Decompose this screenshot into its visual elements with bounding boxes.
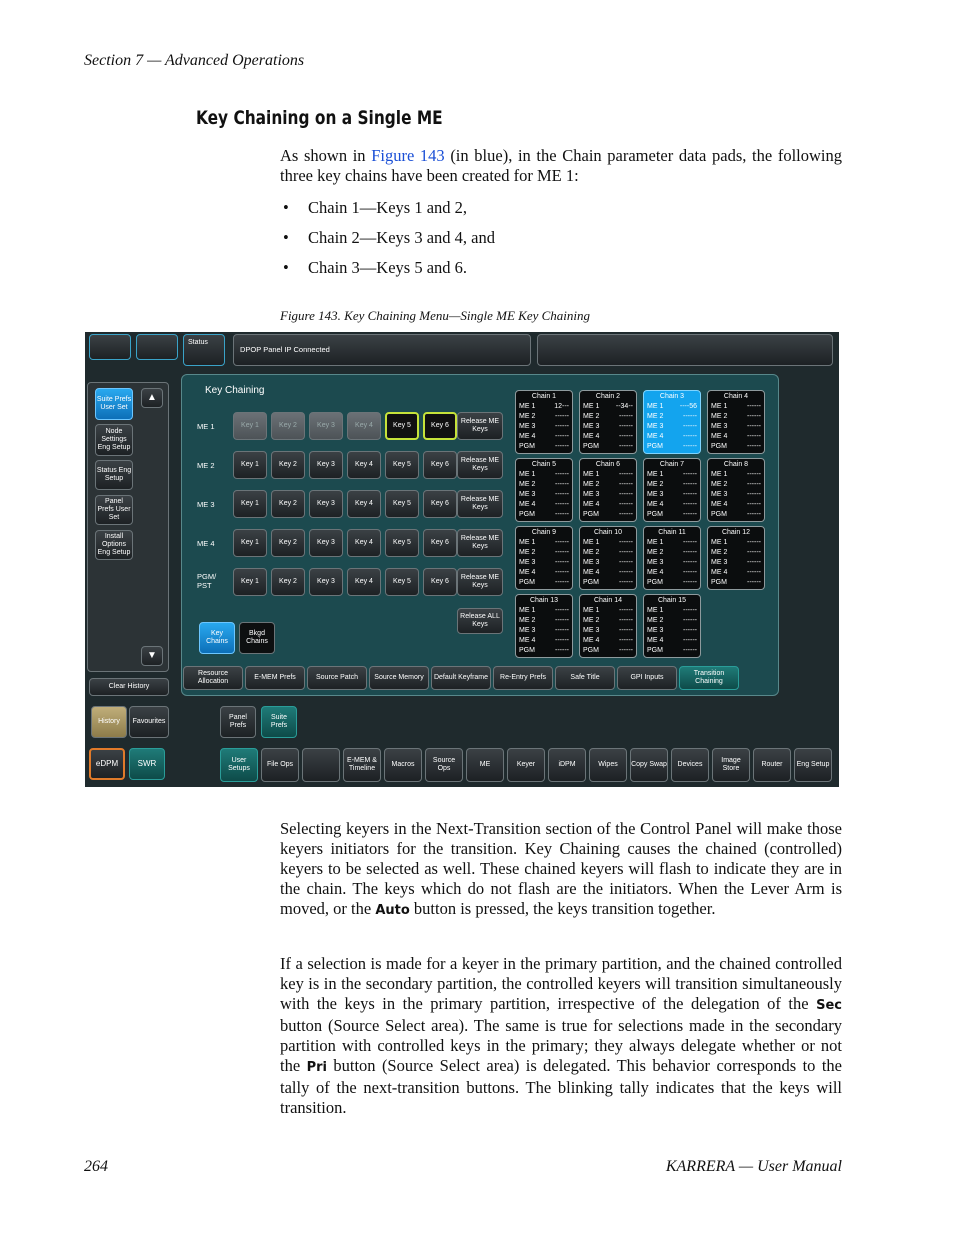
bullet-1: • Chain 1—Keys 1 and 2,: [283, 198, 468, 217]
chain-row-value: ------: [555, 433, 569, 440]
chain-row-label: ME 2: [583, 413, 600, 420]
row-label-me1: ME 1: [197, 422, 215, 431]
top-slot-2[interactable]: [136, 334, 178, 360]
chain-row-label: ME 1: [519, 607, 536, 614]
chain-row-value: ------: [619, 647, 633, 654]
chain-row-label: PGM: [583, 647, 599, 654]
page-number: 264: [84, 1158, 108, 1175]
chain-pad-2[interactable]: [579, 390, 637, 454]
key-chaining-screenshot: [85, 332, 839, 787]
chain-title: Chain 10: [593, 529, 623, 536]
chain-row-value: ------: [555, 413, 569, 420]
chain-row-value: ------: [747, 549, 761, 556]
chain-row-label: PGM: [711, 511, 727, 518]
key-1-5-button[interactable]: Key 5: [385, 412, 419, 440]
chain-row-label: ME 4: [711, 501, 728, 508]
chain-row-value: ------: [619, 637, 633, 644]
chain-row-label: ME 4: [519, 501, 536, 508]
chain-row-label: PGM: [647, 579, 663, 586]
chain-row-label: ME 2: [583, 549, 600, 556]
chain-row-value: ------: [555, 569, 569, 576]
section-header: Section 7 — Advanced Operations: [84, 52, 305, 69]
chain-title: Chain 11: [658, 529, 686, 536]
chain-row-label: ME 4: [647, 569, 664, 576]
chain-row-label: ME 1: [647, 539, 664, 546]
chain-row-value: ------: [555, 423, 569, 430]
clear-history-button[interactable]: Clear History: [89, 678, 169, 696]
bottom-button-15[interactable]: Eng Setup: [794, 748, 832, 782]
tab-5[interactable]: Default Keyframe: [431, 666, 491, 690]
bottom-button-4[interactable]: E-MEM & Timeline: [343, 748, 381, 782]
chain-row-value: ------: [683, 481, 697, 488]
chain-row-value: ------: [683, 501, 697, 508]
key-4-6-button[interactable]: Key 6: [423, 529, 457, 557]
chain-row-label: ME 2: [583, 617, 600, 624]
chain-row-label: ME 1: [647, 471, 664, 478]
row-label-me4: ME 4: [197, 539, 215, 548]
chain-row-value: ------: [619, 549, 633, 556]
chain-title: Chain 12: [721, 529, 751, 536]
chain-pad-1[interactable]: [515, 390, 573, 454]
swr-button[interactable]: SWR: [129, 748, 165, 780]
chain-row-value: --34--: [615, 403, 633, 410]
key-3-6-button[interactable]: Key 6: [423, 490, 457, 518]
tab-8[interactable]: GPI Inputs: [617, 666, 677, 690]
top-status-blank: [537, 334, 833, 366]
bottom-button-8[interactable]: Keyer: [507, 748, 545, 782]
chain-row-value: ------: [619, 607, 633, 614]
scroll-down-button[interactable]: ▼: [141, 646, 163, 666]
chain-row-value: ------: [555, 443, 569, 450]
key-5-3-button[interactable]: Key 3: [309, 568, 343, 596]
chain-row-label: ME 4: [519, 569, 536, 576]
chain-pad-15[interactable]: [643, 594, 701, 658]
install-options-button[interactable]: Install Options Eng Setup: [95, 530, 133, 560]
chain-row-value: ------: [619, 423, 633, 430]
chain-row-label: ME 2: [647, 481, 664, 488]
suite-prefs-button[interactable]: Suite Prefs User Set: [95, 388, 133, 420]
key-5-4-button[interactable]: Key 4: [347, 568, 381, 596]
chain-row-label: ME 3: [583, 627, 600, 634]
bullet-2: • Chain 2—Keys 3 and 4, and: [283, 228, 495, 247]
key-1-1-button[interactable]: Key 1: [233, 412, 267, 440]
panel-prefs-button[interactable]: Panel Prefs User Set: [95, 495, 133, 525]
chain-row-label: ME 2: [711, 549, 728, 556]
chain-row-value: ------: [555, 607, 569, 614]
chain-row-value: ------: [619, 569, 633, 576]
chain-row-label: ME 4: [647, 433, 664, 440]
chain-row-label: ME 3: [647, 627, 664, 634]
chain-pad-11[interactable]: [643, 526, 701, 590]
chain-row-value: ------: [747, 433, 761, 440]
chain-row-value: ------: [683, 559, 697, 566]
chain-row-label: ME 3: [647, 491, 664, 498]
key-5-5-button[interactable]: Key 5: [385, 568, 419, 596]
key-5-6-button[interactable]: Key 6: [423, 568, 457, 596]
chain-pad-12[interactable]: [707, 526, 765, 590]
chain-title: Chain 8: [723, 461, 749, 468]
chain-row-value: ------: [747, 413, 761, 420]
chain-row-value: ------: [555, 501, 569, 508]
chain-row-value: ------: [747, 403, 761, 410]
chain-row-label: ME 2: [647, 617, 664, 624]
tab-7[interactable]: Safe Title: [555, 666, 615, 690]
bottom-button-3[interactable]: [302, 748, 340, 782]
chain-row-value: ------: [683, 511, 697, 518]
bottom-button-7[interactable]: ME: [466, 748, 504, 782]
tab-2[interactable]: E-MEM Prefs: [245, 666, 305, 690]
chain-row-value: 12---: [554, 403, 569, 410]
chain-row-value: ------: [619, 539, 633, 546]
tab-1[interactable]: Resource Allocation: [183, 666, 243, 690]
chain-row-value: ------: [747, 559, 761, 566]
chain-row-value: ------: [619, 413, 633, 420]
chain-row-value: ------: [619, 443, 633, 450]
chain-row-value: ------: [683, 539, 697, 546]
release-me-keys-button-1[interactable]: Release ME Keys: [457, 412, 503, 440]
chain-row-label: ME 2: [519, 549, 536, 556]
top-slot-1[interactable]: [89, 334, 131, 360]
bullet-3: • Chain 3—Keys 5 and 6.: [283, 258, 468, 277]
chain-row-label: ME 3: [583, 491, 600, 498]
chain-row-label: ME 2: [711, 481, 728, 488]
chain-row-label: ME 2: [711, 413, 728, 420]
paragraph-2: Selecting keyers in the Next-Transition section of the Control Panel will make those keyers initiators for the transition. Key Chaining causes the chained (controlled) keyers to be selected as well. These chained keyers will flash to indicate they are in the chain. The keys which do not flash are the initiators. When the Lever Arm is moved, or the Auto button is pressed, the keys transition together.: [280, 819, 842, 918]
row-label-me3: ME 3: [197, 500, 215, 509]
key-1-6-button[interactable]: Key 6: [423, 412, 457, 440]
edpm-button[interactable]: eDPM: [89, 748, 125, 780]
chain-row-value: ------: [683, 579, 697, 586]
bottom-button-11[interactable]: Copy Swap: [630, 748, 668, 782]
row-label-pgm: PGM/ PST: [197, 572, 217, 590]
chain-row-label: PGM: [519, 647, 535, 654]
chain-row-value: ------: [619, 501, 633, 508]
chain-row-label: ME 1: [583, 539, 600, 546]
chain-row-value: ------: [555, 549, 569, 556]
chain-row-label: ME 3: [519, 559, 536, 566]
section-heading: Key Chaining on a Single ME: [196, 107, 443, 129]
figure-caption: Figure 143. Key Chaining Menu—Single ME Key Chaining: [280, 308, 591, 323]
chain-row-label: ME 3: [583, 423, 600, 430]
node-settings-button[interactable]: Node Settings Eng Setup: [95, 424, 133, 456]
chain-title: Chain 7: [659, 461, 685, 468]
tab-4[interactable]: Source Memory: [369, 666, 429, 690]
chain-row-value: ------: [555, 647, 569, 654]
chain-row-value: ------: [619, 433, 633, 440]
chain-row-label: ME 4: [519, 433, 536, 440]
bottom-button-12[interactable]: Devices: [671, 748, 709, 782]
chain-row-label: ME 2: [647, 549, 664, 556]
chain-row-label: ME 3: [647, 423, 664, 430]
chain-row-label: ME 2: [583, 481, 600, 488]
tab-9[interactable]: Transition Chaining: [679, 666, 739, 690]
chain-row-label: PGM: [519, 443, 535, 450]
chain-row-label: ME 2: [519, 481, 536, 488]
chain-row-label: ME 1: [711, 539, 728, 546]
chain-row-value: ------: [555, 491, 569, 498]
chain-title: Chain 3: [659, 393, 685, 400]
chain-row-label: ME 4: [583, 637, 600, 644]
key-1-2-button[interactable]: Key 2: [271, 412, 305, 440]
chain-row-value: ------: [747, 511, 761, 518]
suite-prefs-subtab[interactable]: Suite Prefs: [261, 706, 297, 738]
chain-row-value: ------: [555, 617, 569, 624]
bottom-button-2[interactable]: File Ops: [261, 748, 299, 782]
chain-row-value: ------: [555, 637, 569, 644]
key-4-3-button[interactable]: Key 3: [309, 529, 343, 557]
chain-row-value: ------: [683, 491, 697, 498]
tab-3[interactable]: Source Patch: [307, 666, 367, 690]
paragraph-3: If a selection is made for a keyer in the primary partition, and the chained controlled key is in the secondary partition, the controlled keyers will transition simultaneously with the keys in the primary partition, irrespective of the delegation of the Sec button (Source Select area). The same is true for selections made in the secondary partition with controlled keys in the primary; they always delegate whether or not the Pri button (Source Select area) is delegated. This behavior corresponds to the tally of the next-transition buttons. The blinking tally indicates that the keys will transition.: [280, 954, 842, 1117]
chain-row-value: ------: [555, 471, 569, 478]
chain-row-label: ME 1: [583, 607, 600, 614]
bottom-button-5[interactable]: Macros: [384, 748, 422, 782]
key-4-4-button[interactable]: Key 4: [347, 529, 381, 557]
chain-row-label: PGM: [519, 579, 535, 586]
key-5-1-button[interactable]: Key 1: [233, 568, 267, 596]
chain-row-value: ------: [555, 579, 569, 586]
chain-row-value: ------: [619, 559, 633, 566]
chain-row-label: PGM: [647, 647, 663, 654]
chain-pad-10[interactable]: [579, 526, 637, 590]
chain-row-value: ------: [747, 471, 761, 478]
bottom-button-13[interactable]: Image Store: [712, 748, 750, 782]
chain-row-value: ------: [619, 471, 633, 478]
chain-row-value: ------: [683, 627, 697, 634]
chain-pad-8[interactable]: [707, 458, 765, 522]
release-me-keys-button-5[interactable]: Release ME Keys: [457, 568, 503, 596]
bottom-button-6[interactable]: Source Ops: [425, 748, 463, 782]
scroll-up-button[interactable]: ▲: [141, 388, 163, 408]
chain-row-label: ME 1: [519, 403, 536, 410]
intro-paragraph: As shown in Figure 143 (in blue), in the Chain parameter data pads, the following three key chains have been created for ME 1:: [280, 146, 842, 185]
chain-row-value: ------: [683, 607, 697, 614]
chain-row-label: ME 2: [647, 413, 664, 420]
chain-row-label: ME 1: [647, 607, 664, 614]
chain-row-value: ------: [683, 423, 697, 430]
chain-row-value: ------: [683, 637, 697, 644]
key-1-4-button[interactable]: Key 4: [347, 412, 381, 440]
chain-pad-7[interactable]: [643, 458, 701, 522]
chain-row-label: PGM: [711, 579, 727, 586]
chain-row-label: ME 3: [711, 559, 728, 566]
release-all-keys-button[interactable]: Release ALL Keys: [457, 608, 503, 634]
chain-row-label: ME 3: [711, 423, 728, 430]
chain-row-label: ME 3: [583, 559, 600, 566]
chain-row-label: ME 3: [519, 627, 536, 634]
chain-row-value: ------: [683, 443, 697, 450]
chain-row-value: ------: [619, 511, 633, 518]
chain-title: Chain 5: [531, 461, 557, 468]
chain-row-value: ------: [683, 569, 697, 576]
key-3-3-button[interactable]: Key 3: [309, 490, 343, 518]
connection-status: DPOP Panel IP Connected: [233, 334, 531, 366]
chain-row-label: ME 4: [647, 501, 664, 508]
chain-row-label: PGM: [519, 511, 535, 518]
chain-title: Chain 4: [723, 393, 749, 400]
chain-row-label: ME 1: [519, 539, 536, 546]
chain-row-label: ME 4: [583, 501, 600, 508]
bottom-button-10[interactable]: Wipes: [589, 748, 627, 782]
bkgd-chains-button[interactable]: Bkgd Chains: [239, 622, 275, 654]
chain-title: Chain 2: [595, 393, 621, 400]
release-me-keys-button-4[interactable]: Release ME Keys: [457, 529, 503, 557]
status-button[interactable]: Status: [183, 334, 225, 366]
chain-row-value: ------: [747, 491, 761, 498]
chain-row-value: ------: [555, 539, 569, 546]
release-me-keys-button-2[interactable]: Release ME Keys: [457, 451, 503, 479]
chain-pad-9[interactable]: [515, 526, 573, 590]
chain-title: Chain 15: [657, 597, 687, 604]
chain-row-label: ME 1: [519, 471, 536, 478]
chain-row-value: ------: [555, 627, 569, 634]
chain-row-value: ------: [555, 559, 569, 566]
chain-row-label: ME 1: [711, 471, 728, 478]
chain-row-label: ME 1: [583, 403, 600, 410]
key-2-4-button[interactable]: Key 4: [347, 451, 381, 479]
panel-title: Key Chaining: [205, 385, 265, 396]
chain-pad-14[interactable]: [579, 594, 637, 658]
chain-row-value: ------: [683, 647, 697, 654]
chain-row-value: ------: [619, 617, 633, 624]
footer-title: KARRERA — User Manual: [665, 1158, 842, 1175]
chain-row-value: ------: [683, 433, 697, 440]
chain-row-value: ------: [619, 579, 633, 586]
chain-row-value: ------: [555, 511, 569, 518]
key-4-5-button[interactable]: Key 5: [385, 529, 419, 557]
chain-row-value: ------: [747, 579, 761, 586]
chain-row-label: PGM: [711, 443, 727, 450]
chain-row-label: ME 2: [519, 413, 536, 420]
panel-prefs-subtab[interactable]: Panel Prefs: [220, 706, 256, 738]
chain-row-label: PGM: [583, 511, 599, 518]
chain-row-label: ME 4: [519, 637, 536, 644]
chain-row-value: ------: [683, 617, 697, 624]
chain-title: Chain 1: [531, 393, 557, 400]
chain-row-value: ------: [619, 491, 633, 498]
chain-row-label: ME 3: [519, 491, 536, 498]
key-2-5-button[interactable]: Key 5: [385, 451, 419, 479]
chain-row-label: ME 3: [519, 423, 536, 430]
key-1-3-button[interactable]: Key 3: [309, 412, 343, 440]
bottom-button-9[interactable]: iDPM: [548, 748, 586, 782]
key-5-2-button[interactable]: Key 2: [271, 568, 305, 596]
chain-row-label: ME 4: [711, 569, 728, 576]
chain-pad-4[interactable]: [707, 390, 765, 454]
status-eng-button[interactable]: Status Eng Setup: [95, 460, 133, 490]
key-4-2-button[interactable]: Key 2: [271, 529, 305, 557]
chain-title: Chain 6: [595, 461, 621, 468]
chain-row-value: ------: [683, 413, 697, 420]
chain-row-label: PGM: [647, 443, 663, 450]
key-2-6-button[interactable]: Key 6: [423, 451, 457, 479]
chain-row-label: PGM: [583, 579, 599, 586]
chain-row-value: ------: [747, 501, 761, 508]
chain-row-label: ME 4: [583, 569, 600, 576]
chain-row-value: ------: [683, 549, 697, 556]
chain-row-value: ----56: [679, 403, 697, 410]
chain-row-value: ------: [619, 627, 633, 634]
row-label-me2: ME 2: [197, 461, 215, 470]
key-chains-button[interactable]: Key Chains: [199, 622, 235, 654]
chain-row-value: ------: [555, 481, 569, 488]
key-4-1-button[interactable]: Key 1: [233, 529, 267, 557]
release-me-keys-button-3[interactable]: Release ME Keys: [457, 490, 503, 518]
chain-row-label: PGM: [647, 511, 663, 518]
chain-pad-5[interactable]: [515, 458, 573, 522]
chain-pad-6[interactable]: [579, 458, 637, 522]
key-3-5-button[interactable]: Key 5: [385, 490, 419, 518]
figure-link[interactable]: Figure 143: [371, 146, 445, 165]
chain-row-label: ME 4: [647, 637, 664, 644]
chain-row-label: ME 4: [583, 433, 600, 440]
chain-row-value: ------: [747, 423, 761, 430]
chain-row-label: ME 3: [711, 491, 728, 498]
chain-row-value: ------: [747, 481, 761, 488]
chain-row-value: ------: [683, 471, 697, 478]
chain-pad-3[interactable]: [643, 390, 701, 454]
key-3-4-button[interactable]: Key 4: [347, 490, 381, 518]
chain-row-label: ME 1: [647, 403, 664, 410]
chain-row-value: ------: [619, 481, 633, 488]
favourites-button[interactable]: Favourites: [129, 706, 169, 738]
chain-row-value: ------: [747, 569, 761, 576]
history-button[interactable]: History: [91, 706, 127, 738]
chain-title: Chain 13: [529, 597, 559, 604]
chain-row-label: ME 3: [647, 559, 664, 566]
chain-row-value: ------: [747, 539, 761, 546]
key-3-1-button[interactable]: Key 1: [233, 490, 267, 518]
chain-row-label: ME 1: [583, 471, 600, 478]
chain-row-label: ME 1: [711, 403, 728, 410]
chain-row-label: ME 2: [519, 617, 536, 624]
key-2-1-button[interactable]: Key 1: [233, 451, 267, 479]
chain-row-value: ------: [747, 443, 761, 450]
bottom-button-1[interactable]: User Setups: [220, 748, 258, 782]
chain-title: Chain 14: [593, 597, 623, 604]
chain-row-label: PGM: [583, 443, 599, 450]
key-2-2-button[interactable]: Key 2: [271, 451, 305, 479]
chain-pad-13[interactable]: [515, 594, 573, 658]
bottom-button-14[interactable]: Router: [753, 748, 791, 782]
key-2-3-button[interactable]: Key 3: [309, 451, 343, 479]
chain-title: Chain 9: [531, 529, 557, 536]
chain-row-label: ME 4: [711, 433, 728, 440]
key-3-2-button[interactable]: Key 2: [271, 490, 305, 518]
tab-6[interactable]: Re-Entry Prefs: [493, 666, 553, 690]
